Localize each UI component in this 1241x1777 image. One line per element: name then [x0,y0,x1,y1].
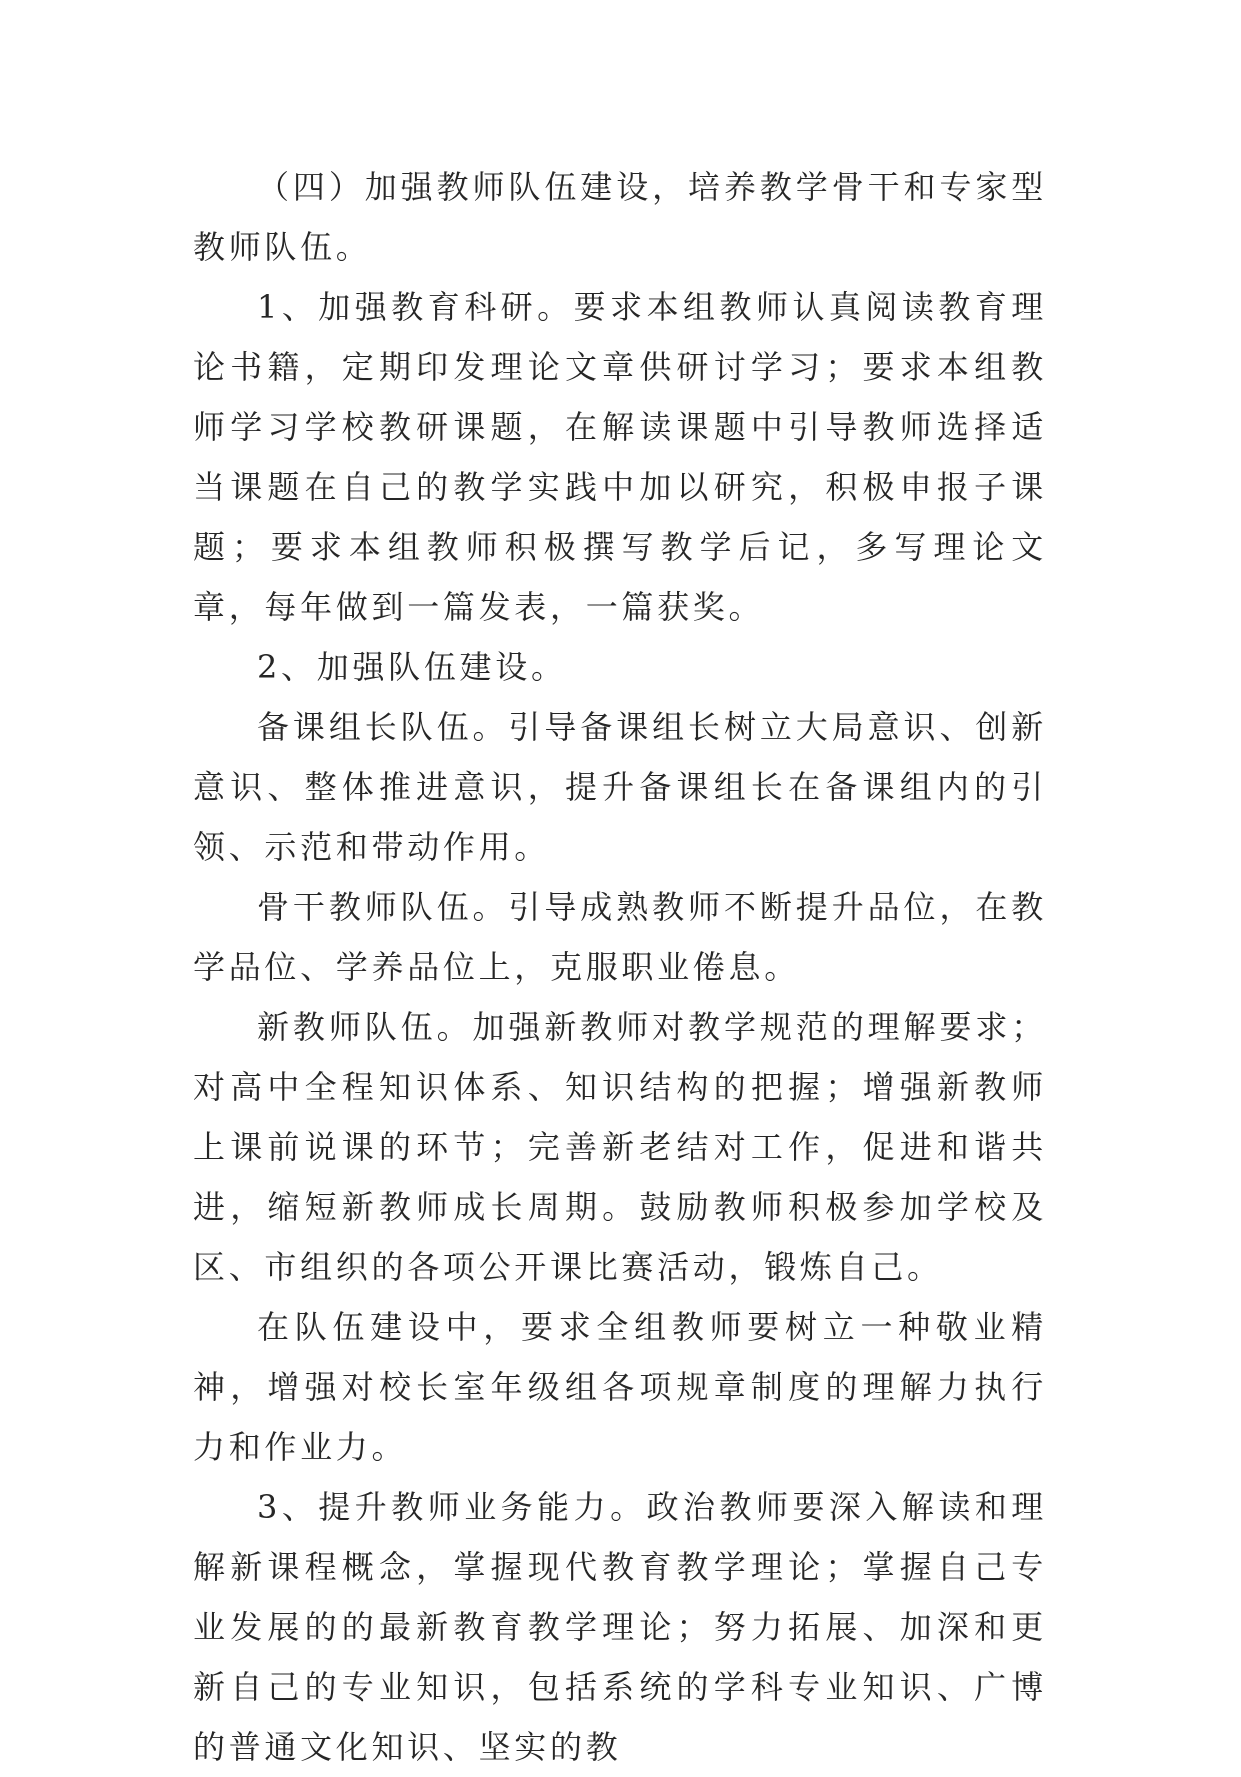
section-heading: （四）加强教师队伍建设，培养教学骨干和专家型教师队伍。 [193,168,1047,266]
paragraph-group-leaders: 备课组长队伍。引导备课组长树立大局意识、创新意识、整体推进意识，提升备课组长在备课组内的引领、示范和带动作用。 [193,708,1047,866]
paragraph-team-building-heading: 2、加强队伍建设。 [257,648,567,686]
paragraph-key-teachers: 骨干教师队伍。引导成熟教师不断提升品位，在教学品位、学养品位上，克服职业倦息。 [193,888,1047,986]
paragraph-dedication: 在队伍建设中，要求全组教师要树立一种敬业精神，增强对校长室年级组各项规章制度的理解力执行力和作业力。 [193,1308,1047,1466]
paragraph-research: 1、加强教育科研。要求本组教师认真阅读教育理论书籍，定期印发理论文章供研讨学习；要求本组教师学习学校教研课题，在解读课题中引导教师选择适当课题在自己的教学实践中加以研究，积极申报子课题；要求本组教师积极撰写教学后记，多写理论文章，每年做到一篇发表，一篇获奖。 [193,288,1047,626]
paragraph-professional-ability: 3、提升教师业务能力。政治教师要深入解读和理解新课程概念，掌握现代教育教学理论；掌握自己专业发展的的最新教育教学理论；努力拓展、加深和更新自己的专业知识，包括系统的学科专业知识、广博的普通文化知识、坚实的教 [193,1488,1047,1766]
paragraph-new-teachers: 新教师队伍。加强新教师对教学规范的理解要求；对高中全程知识体系、知识结构的把握；增强新教师上课前说课的环节；完善新老结对工作，促进和谐共进，缩短新教师成长周期。鼓励教师积极参加学校及区、市组织的各项公开课比赛活动，锻炼自己。 [193,1008,1047,1286]
document-body [193,157,1047,1777]
